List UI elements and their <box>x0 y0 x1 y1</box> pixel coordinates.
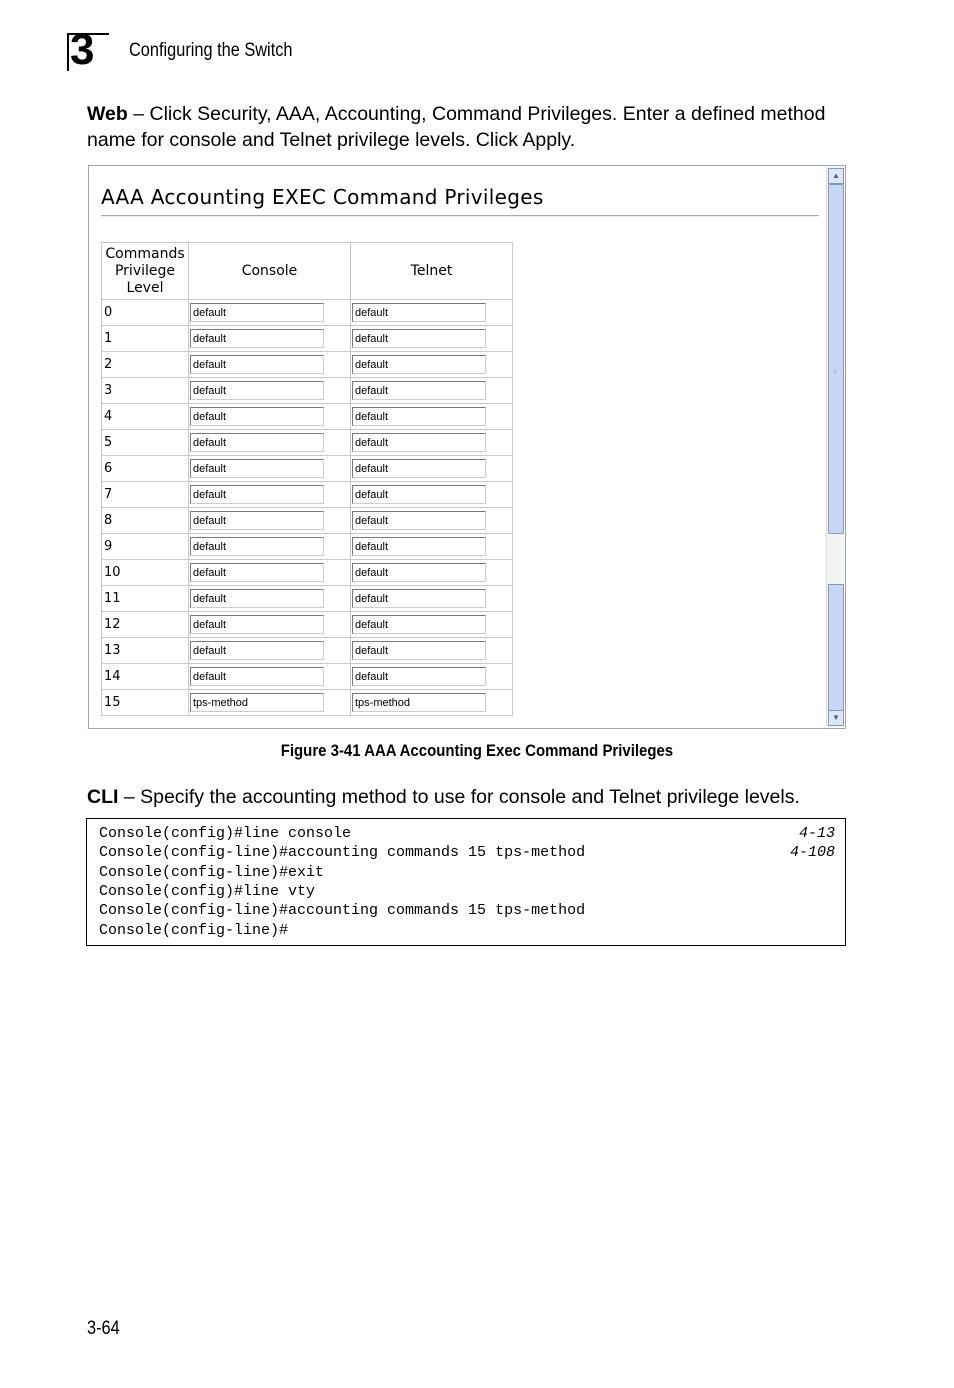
privilege-level-cell: 10 <box>102 560 189 586</box>
console-method-input[interactable]: default <box>190 589 324 608</box>
table-row <box>102 300 513 326</box>
web-lead: Web <box>87 103 128 125</box>
telnet-method-input[interactable]: default <box>352 407 486 426</box>
table-row <box>102 690 513 716</box>
code-line: Console(config)#line vty <box>99 882 316 900</box>
console-cell <box>189 612 351 638</box>
telnet-cell <box>351 690 513 716</box>
privilege-level-cell: 15 <box>102 690 189 716</box>
table-row <box>102 508 513 534</box>
table-header-row <box>102 243 513 300</box>
table-row <box>102 404 513 430</box>
web-instructions <box>87 101 827 153</box>
telnet-cell <box>351 378 513 404</box>
telnet-cell <box>351 456 513 482</box>
telnet-method-input[interactable]: default <box>352 485 486 504</box>
console-cell <box>189 664 351 690</box>
telnet-method-input[interactable]: default <box>352 355 486 374</box>
code-line: Console(config-line)# <box>99 921 289 939</box>
telnet-cell <box>351 664 513 690</box>
privilege-level-cell: 5 <box>102 430 189 456</box>
privilege-table-body <box>102 300 513 716</box>
cli-text: – Specify the accounting method to use for console and Telnet privilege levels. <box>118 786 800 808</box>
console-cell <box>189 300 351 326</box>
console-cell <box>189 430 351 456</box>
grip-icon: ≡ <box>833 369 837 375</box>
console-method-input[interactable]: default <box>190 407 324 426</box>
telnet-method-input[interactable]: default <box>352 615 486 634</box>
web-text: – Click Security, AAA, Accounting, Command Privileges. Enter a defined method name for console and Telnet privilege levels. Click Apply. <box>87 103 826 151</box>
table-row <box>102 378 513 404</box>
console-method-input[interactable]: default <box>190 459 324 478</box>
privilege-level-cell: 12 <box>102 612 189 638</box>
vertical-scrollbar[interactable] <box>826 167 844 727</box>
privilege-level-cell: 13 <box>102 638 189 664</box>
table-row <box>102 586 513 612</box>
telnet-cell <box>351 612 513 638</box>
telnet-cell <box>351 300 513 326</box>
privilege-level-cell: 11 <box>102 586 189 612</box>
table-row <box>102 638 513 664</box>
console-cell <box>189 326 351 352</box>
console-method-input[interactable]: default <box>190 433 324 452</box>
telnet-method-input[interactable]: default <box>352 433 486 452</box>
table-row <box>102 456 513 482</box>
console-method-input[interactable]: default <box>190 667 324 686</box>
console-method-input[interactable]: default <box>190 511 324 530</box>
privilege-level-cell: 6 <box>102 456 189 482</box>
figure-caption-text: Figure 3-41 AAA Accounting Exec Command Privileges <box>280 741 674 760</box>
telnet-method-input[interactable]: default <box>352 667 486 686</box>
table-row <box>102 612 513 638</box>
screenshot-window <box>88 165 846 729</box>
console-cell <box>189 690 351 716</box>
telnet-cell <box>351 508 513 534</box>
privilege-level-cell: 3 <box>102 378 189 404</box>
telnet-method-input[interactable]: default <box>352 589 486 608</box>
console-method-input[interactable]: default <box>190 615 324 634</box>
table-row <box>102 352 513 378</box>
cli-instructions <box>87 784 867 810</box>
screenshot-title: AAA Accounting EXEC Command Privileges <box>101 185 544 209</box>
telnet-method-input[interactable]: default <box>352 511 486 530</box>
console-cell <box>189 378 351 404</box>
code-line: Console(config-line)#exit <box>99 863 325 881</box>
console-cell <box>189 586 351 612</box>
table-row <box>102 326 513 352</box>
chapter-title: Configuring the Switch <box>129 40 293 61</box>
telnet-method-input[interactable]: default <box>352 459 486 478</box>
page-number: 3-64 <box>87 1318 120 1339</box>
privilege-level-cell: 8 <box>102 508 189 534</box>
code-line: Console(config)#line console <box>99 825 352 842</box>
scroll-up-arrow-icon[interactable]: ▲ <box>828 168 844 184</box>
privilege-level-cell: 14 <box>102 664 189 690</box>
privilege-level-cell: 1 <box>102 326 189 352</box>
code-line: Console(config-line)#accounting commands 15 tps-method <box>99 844 586 862</box>
telnet-method-input[interactable]: default <box>352 329 486 348</box>
console-cell <box>189 534 351 560</box>
console-method-input[interactable]: default <box>190 381 324 400</box>
code-page-reference: 4-13 <box>798 825 835 842</box>
telnet-method-input[interactable]: default <box>352 381 486 400</box>
console-method-input[interactable]: tps-method <box>190 693 324 712</box>
console-cell <box>189 456 351 482</box>
scrollbar-track-segment[interactable] <box>828 584 844 716</box>
telnet-cell <box>351 404 513 430</box>
console-cell <box>189 638 351 664</box>
telnet-cell <box>351 638 513 664</box>
chapter-number: 3 <box>70 25 95 74</box>
console-method-input[interactable]: default <box>190 329 324 348</box>
privilege-level-cell: 7 <box>102 482 189 508</box>
scrollbar-thumb[interactable] <box>828 184 844 534</box>
table-row <box>102 534 513 560</box>
privilege-level-cell: 4 <box>102 404 189 430</box>
table-row <box>102 430 513 456</box>
telnet-method-input[interactable]: tps-method <box>352 693 486 712</box>
telnet-cell <box>351 430 513 456</box>
telnet-cell <box>351 326 513 352</box>
column-header-telnet: Telnet <box>351 243 513 300</box>
console-cell <box>189 508 351 534</box>
screenshot-content <box>91 168 827 726</box>
scroll-down-arrow-icon[interactable]: ▼ <box>828 710 844 726</box>
telnet-cell <box>351 534 513 560</box>
cli-code-block <box>86 818 846 946</box>
code-page-reference: 4-108 <box>789 844 835 862</box>
column-header-level: Commands Privilege Level <box>102 243 189 300</box>
telnet-cell <box>351 352 513 378</box>
figure-caption <box>0 741 954 761</box>
console-method-input[interactable]: default <box>190 537 324 556</box>
table-row <box>102 482 513 508</box>
console-cell <box>189 560 351 586</box>
telnet-cell <box>351 482 513 508</box>
console-method-input[interactable]: default <box>190 303 324 322</box>
telnet-method-input[interactable]: default <box>352 303 486 322</box>
privilege-level-cell: 2 <box>102 352 189 378</box>
telnet-cell <box>351 586 513 612</box>
console-method-input[interactable]: default <box>190 485 324 504</box>
telnet-method-input[interactable]: default <box>352 641 486 660</box>
console-cell <box>189 352 351 378</box>
column-header-console: Console <box>189 243 351 300</box>
console-method-input[interactable]: default <box>190 563 324 582</box>
privilege-table <box>101 242 513 716</box>
telnet-method-input[interactable]: default <box>352 563 486 582</box>
code-line: Console(config-line)#accounting commands 15 tps-method <box>99 902 586 920</box>
privilege-level-cell: 9 <box>102 534 189 560</box>
telnet-method-input[interactable]: default <box>352 537 486 556</box>
console-method-input[interactable]: default <box>190 641 324 660</box>
console-method-input[interactable]: default <box>190 355 324 374</box>
console-cell <box>189 482 351 508</box>
telnet-cell <box>351 560 513 586</box>
table-row <box>102 664 513 690</box>
title-divider <box>101 215 819 217</box>
table-row <box>102 560 513 586</box>
console-cell <box>189 404 351 430</box>
privilege-level-cell: 0 <box>102 300 189 326</box>
cli-lead: CLI <box>87 786 119 808</box>
